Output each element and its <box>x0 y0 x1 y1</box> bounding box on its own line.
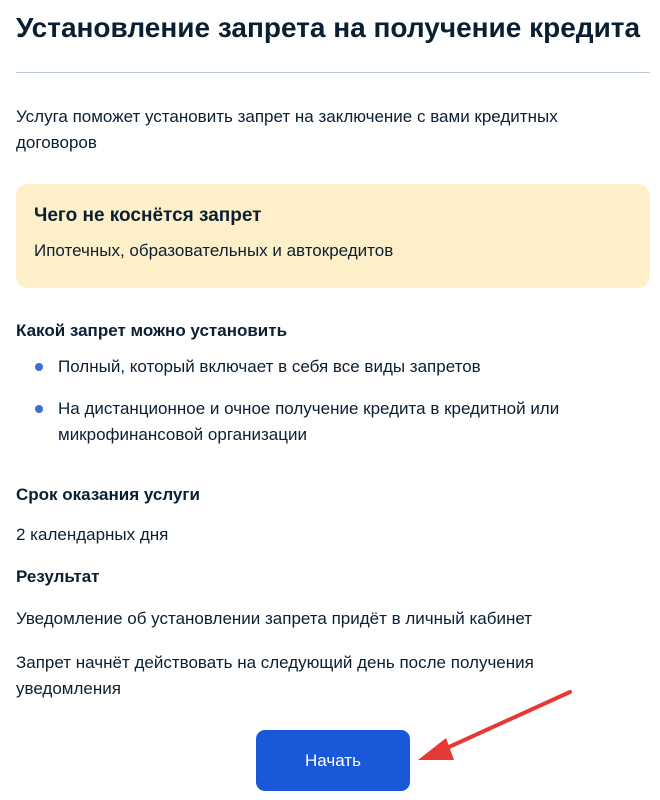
list-item-text: Полный, который включает в себя все виды запретов <box>58 357 481 376</box>
start-button[interactable]: Начать <box>256 730 410 791</box>
red-arrow-icon <box>410 680 580 770</box>
title-divider <box>16 72 650 73</box>
service-term-value: 2 календарных дня <box>16 525 169 544</box>
service-description: Услуга поможет установить запрет на заключение с вами кредитных договоров <box>16 107 558 152</box>
bullet-icon <box>35 363 43 371</box>
notice-title: Чего не коснётся запрет <box>34 205 262 226</box>
result-line: Запрет начнёт действовать на следующий день после получения уведомления <box>16 653 534 698</box>
list-item-text: На дистанционное и очное получение кредита в кредитной или микрофинансовой организации <box>58 399 560 444</box>
exclusions-notice <box>16 184 650 288</box>
list-item <box>16 396 636 448</box>
restriction-types-heading: Какой запрет можно установить <box>16 321 288 340</box>
result-heading: Результат <box>16 567 100 586</box>
page-title: Установление запрета на получение кредита <box>16 12 641 43</box>
bullet-icon <box>35 405 43 413</box>
notice-text: Ипотечных, образовательных и автокредитов <box>34 241 394 260</box>
service-term-heading: Срок оказания услуги <box>16 485 200 504</box>
result-line: Уведомление об установлении запрета придёт в личный кабинет <box>16 609 533 628</box>
list-item <box>16 354 636 380</box>
restriction-types-list <box>16 354 636 464</box>
